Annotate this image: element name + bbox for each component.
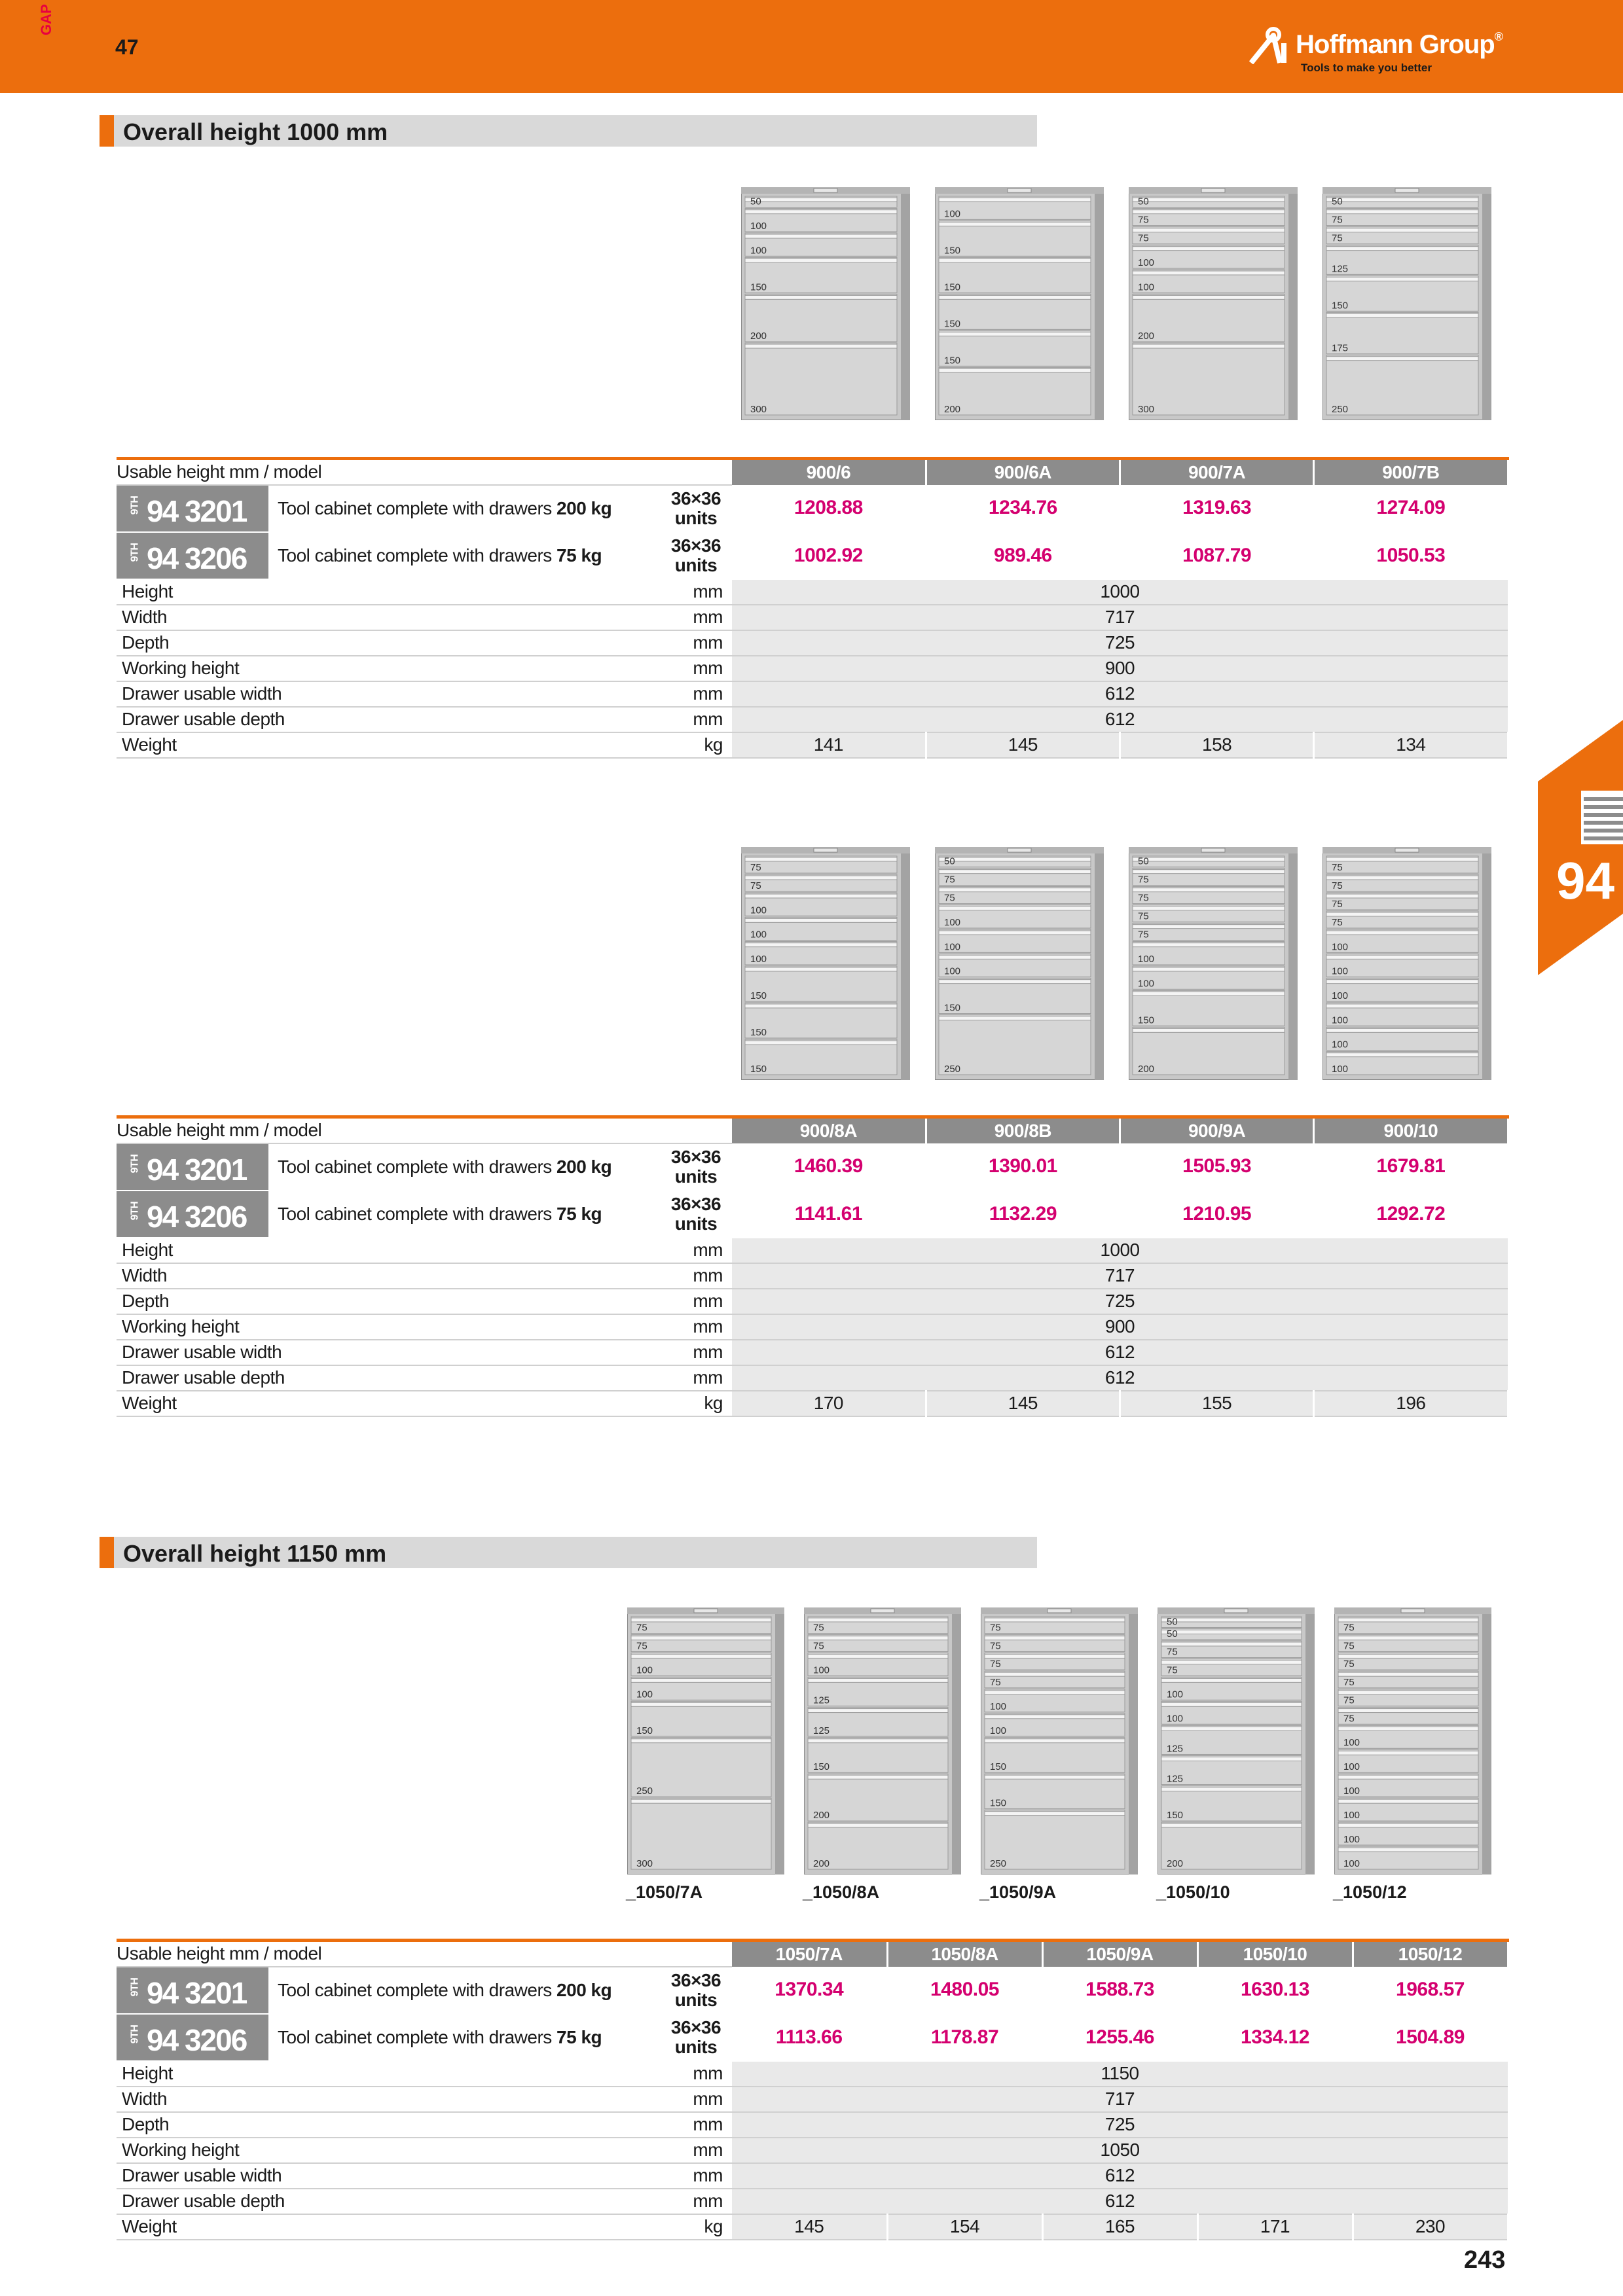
article-number[interactable]: 94 3201 xyxy=(147,1152,247,1187)
drawer-height-label: 75 xyxy=(1343,1640,1355,1652)
drawer-height-label: 125 xyxy=(813,1695,830,1706)
drawer-height-label: 100 xyxy=(1332,1064,1349,1075)
spec-value: 612 xyxy=(732,2189,1508,2214)
spec-label: Drawer usable width xyxy=(117,2163,660,2189)
model-header: 900/10 xyxy=(1314,1117,1508,1143)
spec-value: 1000 xyxy=(732,1238,1508,1263)
article-number[interactable]: 94 3206 xyxy=(147,1199,247,1234)
drawer-height-label: 100 xyxy=(1332,1039,1349,1050)
cabinet-caption: _1050/12 xyxy=(1333,1882,1407,1902)
spec-label: Depth xyxy=(117,2112,660,2138)
weight-value: 145 xyxy=(926,1391,1120,1416)
drawer-height-label: 100 xyxy=(750,221,767,232)
unit-size: 36×36 units xyxy=(660,1143,732,1191)
spec-value: 725 xyxy=(732,2112,1508,2138)
weight-value: 141 xyxy=(732,732,926,758)
price-cell: 1480.05 xyxy=(887,1967,1042,2014)
top-banner xyxy=(0,0,1623,93)
weight-value: 158 xyxy=(1120,732,1314,758)
gap-label: GAP xyxy=(38,4,54,35)
drawer-height-label: 50 xyxy=(944,855,955,867)
article-number-cell xyxy=(117,2014,268,2061)
spec-value: 725 xyxy=(732,1289,1508,1314)
model-header: 1050/12 xyxy=(1353,1941,1508,1967)
model-header: 900/7A xyxy=(1120,459,1314,485)
unit-size: 36×36 units xyxy=(660,1967,732,2014)
drawer-height-label: 125 xyxy=(1167,1773,1184,1785)
drawer-height-label: 100 xyxy=(1343,1810,1360,1821)
unit-size: 36×36 units xyxy=(660,532,732,579)
spec-value: 900 xyxy=(732,656,1508,681)
drawer-height-label: 100 xyxy=(1332,965,1349,977)
spec-unit: mm xyxy=(660,1314,732,1340)
drawer-height-label: 300 xyxy=(750,404,767,415)
drawer-height-label: 100 xyxy=(944,941,961,953)
product-description: Tool cabinet complete with drawers 75 kg xyxy=(268,2014,660,2061)
model-header: 900/6A xyxy=(926,459,1120,485)
article-prefix: 9TH xyxy=(129,1154,141,1173)
drawer-height-label: 75 xyxy=(636,1640,647,1652)
spec-unit: mm xyxy=(660,1238,732,1263)
drawer-height-label: 100 xyxy=(1343,1761,1360,1773)
chapter-number: 94 xyxy=(1556,852,1614,910)
drawer-height-label: 50 xyxy=(1167,1628,1178,1640)
drawer-height-label: 50 xyxy=(1332,196,1343,207)
drawer-height-label: 100 xyxy=(944,917,961,928)
spec-value: 612 xyxy=(732,1340,1508,1365)
spec-unit: mm xyxy=(660,2163,732,2189)
spec-label: Drawer usable depth xyxy=(117,2189,660,2214)
weight-unit: kg xyxy=(660,732,732,758)
drawer-height-label: 300 xyxy=(636,1858,653,1869)
drawer-height-label: 250 xyxy=(636,1785,653,1797)
cabinet-illustration xyxy=(1129,187,1298,420)
drawer-height-label: 125 xyxy=(1167,1743,1184,1755)
weight-value: 145 xyxy=(732,2214,887,2240)
price-cell: 1210.95 xyxy=(1120,1191,1314,1238)
drawer-height-label: 150 xyxy=(636,1725,653,1736)
drawer-height-label: 100 xyxy=(990,1700,1007,1712)
brand-logo[interactable] xyxy=(1247,26,1516,79)
cabinet-illustration xyxy=(1129,847,1298,1080)
spec-unit: mm xyxy=(660,630,732,656)
drawer-height-label: 75 xyxy=(813,1622,824,1634)
section-title: Overall height 1000 mm xyxy=(123,118,388,145)
spec-value: 1000 xyxy=(732,579,1508,605)
drawer-height-label: 75 xyxy=(1138,929,1149,941)
model-header: 1050/7A xyxy=(732,1941,887,1967)
drawer-height-label: 100 xyxy=(944,208,961,220)
drawer-height-label: 100 xyxy=(944,965,961,977)
cabinet-illustration xyxy=(741,187,910,420)
registered-mark: ® xyxy=(1494,30,1503,43)
drawer-height-label: 75 xyxy=(1332,214,1343,226)
drawer-height-label: 75 xyxy=(1167,1664,1178,1676)
spec-unit: mm xyxy=(660,2112,732,2138)
weight-value: 155 xyxy=(1120,1391,1314,1416)
model-header: 1050/9A xyxy=(1042,1941,1197,1967)
drawer-height-label: 100 xyxy=(636,1664,653,1676)
cabinet-caption: _1050/10 xyxy=(1156,1882,1230,1902)
spec-unit: mm xyxy=(660,2061,732,2087)
section-title: Overall height 1150 mm xyxy=(123,1540,387,1567)
spec-unit: mm xyxy=(660,2087,732,2112)
drawer-height-label: 100 xyxy=(750,905,767,916)
drawer-height-label: 100 xyxy=(1138,978,1155,990)
drawer-height-label: 75 xyxy=(750,862,761,873)
weight-value: 196 xyxy=(1314,1391,1508,1416)
spec-label: Drawer usable depth xyxy=(117,1365,660,1391)
unit-size: 36×36 units xyxy=(660,2014,732,2061)
price-cell: 1255.46 xyxy=(1042,2014,1197,2061)
spec-value: 1050 xyxy=(732,2138,1508,2163)
model-header: 900/8B xyxy=(926,1117,1120,1143)
spec-label: Drawer usable depth xyxy=(117,707,660,732)
model-header: 1050/10 xyxy=(1197,1941,1353,1967)
product-description: Tool cabinet complete with drawers 75 kg xyxy=(268,532,660,579)
spec-label: Height xyxy=(117,579,660,605)
unit-size: 36×36 units xyxy=(660,485,732,532)
drawer-height-label: 75 xyxy=(990,1622,1001,1634)
drawer-height-label: 150 xyxy=(944,355,961,367)
spec-unit: mm xyxy=(660,579,732,605)
cabinet-caption: _1050/9A xyxy=(979,1882,1057,1902)
spec-table xyxy=(117,457,1509,759)
cabinet-illustration xyxy=(935,847,1104,1080)
price-cell: 1319.63 xyxy=(1120,485,1314,532)
drawer-height-label: 150 xyxy=(1138,1014,1155,1026)
drawer-height-label: 75 xyxy=(944,892,955,904)
spec-table xyxy=(117,1939,1509,2240)
drawer-height-label: 250 xyxy=(1332,404,1349,415)
drawer-height-label: 50 xyxy=(1167,1616,1178,1628)
spec-label: Working height xyxy=(117,1314,660,1340)
article-prefix: 9TH xyxy=(129,495,141,514)
section-accent xyxy=(100,115,114,147)
drawer-height-label: 75 xyxy=(1138,232,1149,244)
spec-label: Width xyxy=(117,2087,660,2112)
drawer-height-label: 150 xyxy=(750,1064,767,1075)
drawer-height-label: 100 xyxy=(1343,1737,1360,1749)
model-header: 900/9A xyxy=(1120,1117,1314,1143)
drawer-height-label: 150 xyxy=(750,1027,767,1038)
drawer-height-label: 75 xyxy=(1343,1676,1355,1688)
article-prefix: 9TH xyxy=(129,543,141,562)
drawer-height-label: 150 xyxy=(750,281,767,293)
drawer-height-label: 100 xyxy=(750,954,767,965)
drawer-height-label: 200 xyxy=(944,404,961,415)
article-number[interactable]: 94 3206 xyxy=(147,541,247,575)
article-number-cell xyxy=(117,532,268,579)
weight-value: 170 xyxy=(732,1391,926,1416)
drawer-height-label: 150 xyxy=(990,1761,1007,1773)
cabinet-caption: _1050/8A xyxy=(803,1882,880,1902)
product-description: Tool cabinet complete with drawers 200 kg xyxy=(268,1967,660,2014)
spec-label: Depth xyxy=(117,1289,660,1314)
article-number-cell xyxy=(117,1967,268,2014)
weight-label: Weight xyxy=(117,732,660,758)
hoffmann-logo-icon xyxy=(1247,26,1300,64)
cabinet-illustration xyxy=(1322,847,1491,1080)
article-number-cell xyxy=(117,1143,268,1191)
drawer-height-label: 75 xyxy=(1343,1622,1355,1634)
drawer-height-label: 75 xyxy=(636,1622,647,1634)
spec-value: 725 xyxy=(732,630,1508,656)
spec-unit: mm xyxy=(660,605,732,630)
price-cell: 1178.87 xyxy=(887,2014,1042,2061)
spec-unit: mm xyxy=(660,2189,732,2214)
table-header-label: Usable height mm / model xyxy=(117,459,732,485)
spec-value: 612 xyxy=(732,681,1508,707)
model-header: 900/8A xyxy=(732,1117,926,1143)
weight-value: 165 xyxy=(1042,2214,1197,2240)
weight-value: 145 xyxy=(926,732,1120,758)
spec-table xyxy=(117,1115,1509,1417)
spec-label: Drawer usable width xyxy=(117,681,660,707)
price-cell: 1505.93 xyxy=(1120,1143,1314,1191)
price-cell: 1460.39 xyxy=(732,1143,926,1191)
model-header: 900/7B xyxy=(1314,459,1508,485)
drawer-height-label: 75 xyxy=(990,1640,1001,1652)
price-cell: 1234.76 xyxy=(926,485,1120,532)
drawer-height-label: 150 xyxy=(990,1797,1007,1809)
drawer-height-label: 50 xyxy=(1138,196,1149,207)
article-prefix: 9TH xyxy=(129,2024,141,2043)
spec-label: Drawer usable width xyxy=(117,1340,660,1365)
drawer-height-label: 75 xyxy=(1138,874,1149,886)
drawer-height-label: 75 xyxy=(1332,862,1343,873)
table-header-label: Usable height mm / model xyxy=(117,1117,732,1143)
drawer-height-label: 100 xyxy=(1332,941,1349,953)
drawer-cabinet-icon xyxy=(1578,788,1623,847)
drawer-height-label: 100 xyxy=(1343,1785,1360,1797)
price-cell: 1390.01 xyxy=(926,1143,1120,1191)
spec-label: Depth xyxy=(117,630,660,656)
spec-label: Width xyxy=(117,1263,660,1289)
drawer-height-label: 200 xyxy=(750,331,767,342)
price-cell: 1588.73 xyxy=(1042,1967,1197,2014)
unit-size: 36×36 units xyxy=(660,1191,732,1238)
weight-value: 171 xyxy=(1197,2214,1353,2240)
price-cell: 1274.09 xyxy=(1314,485,1508,532)
cabinet-illustration xyxy=(627,1607,784,1874)
drawer-height-label: 100 xyxy=(813,1664,830,1676)
cabinet-illustration xyxy=(1322,187,1491,420)
product-description: Tool cabinet complete with drawers 75 kg xyxy=(268,1191,660,1238)
price-cell: 1504.89 xyxy=(1353,2014,1508,2061)
drawer-height-label: 100 xyxy=(990,1725,1007,1736)
price-cell: 1002.92 xyxy=(732,532,926,579)
drawer-height-label: 75 xyxy=(1343,1713,1355,1725)
drawer-height-label: 75 xyxy=(1332,880,1343,891)
spec-unit: mm xyxy=(660,1340,732,1365)
article-prefix: 9TH xyxy=(129,1201,141,1220)
price-cell: 1050.53 xyxy=(1314,532,1508,579)
product-description: Tool cabinet complete with drawers 200 kg xyxy=(268,485,660,532)
drawer-height-label: 150 xyxy=(944,281,961,293)
drawer-height-label: 75 xyxy=(1167,1646,1178,1658)
table-header-label: Usable height mm / model xyxy=(117,1941,732,1967)
spec-value: 612 xyxy=(732,1365,1508,1391)
drawer-height-label: 100 xyxy=(1167,1713,1184,1725)
brand-tagline: Tools to make you better xyxy=(1301,62,1432,74)
weight-value: 230 xyxy=(1353,2214,1508,2240)
drawer-height-label: 100 xyxy=(636,1689,653,1700)
drawer-height-label: 100 xyxy=(1167,1689,1184,1700)
drawer-height-label: 75 xyxy=(750,880,761,891)
drawer-height-label: 100 xyxy=(1343,1858,1360,1869)
price-cell: 1087.79 xyxy=(1120,532,1314,579)
spec-unit: mm xyxy=(660,2138,732,2163)
spec-value: 612 xyxy=(732,2163,1508,2189)
drawer-height-label: 250 xyxy=(990,1858,1007,1869)
drawer-height-label: 75 xyxy=(1332,232,1343,244)
page-code: 47 xyxy=(115,35,139,59)
cabinet-illustration xyxy=(1334,1607,1491,1874)
spec-label: Working height xyxy=(117,656,660,681)
spec-value: 717 xyxy=(732,1263,1508,1289)
drawer-height-label: 75 xyxy=(1332,917,1343,928)
article-number[interactable]: 94 3201 xyxy=(147,1975,247,2010)
drawer-height-label: 200 xyxy=(1138,1064,1155,1075)
drawer-height-label: 50 xyxy=(1138,855,1149,867)
price-cell: 1208.88 xyxy=(732,485,926,532)
drawer-height-label: 100 xyxy=(1332,1014,1349,1026)
price-cell: 1370.34 xyxy=(732,1967,887,2014)
cabinet-illustration xyxy=(804,1607,961,1874)
weight-label: Weight xyxy=(117,2214,660,2240)
weight-value: 154 xyxy=(887,2214,1042,2240)
price-cell: 1968.57 xyxy=(1353,1967,1508,2014)
price-cell: 1141.61 xyxy=(732,1191,926,1238)
price-cell: 1630.13 xyxy=(1197,1967,1353,2014)
drawer-height-label: 100 xyxy=(1138,281,1155,293)
spec-label: Height xyxy=(117,2061,660,2087)
drawer-height-label: 200 xyxy=(1167,1858,1184,1869)
drawer-height-label: 150 xyxy=(1332,300,1349,312)
price-cell: 1679.81 xyxy=(1314,1143,1508,1191)
drawer-height-label: 200 xyxy=(813,1810,830,1821)
drawer-height-label: 200 xyxy=(1138,331,1155,342)
drawer-height-label: 250 xyxy=(944,1064,961,1075)
cabinet-caption: _1050/7A xyxy=(626,1882,703,1902)
drawer-height-label: 150 xyxy=(1167,1810,1184,1821)
drawer-height-label: 300 xyxy=(1138,404,1155,415)
spec-label: Width xyxy=(117,605,660,630)
price-cell: 1292.72 xyxy=(1314,1191,1508,1238)
article-prefix: 9TH xyxy=(129,1977,141,1996)
drawer-height-label: 175 xyxy=(1332,342,1349,354)
weight-label: Weight xyxy=(117,1391,660,1416)
drawer-height-label: 100 xyxy=(750,245,767,257)
spec-value: 1150 xyxy=(732,2061,1508,2087)
spec-value: 717 xyxy=(732,2087,1508,2112)
drawer-height-label: 150 xyxy=(944,318,961,330)
model-header: 900/6 xyxy=(732,459,926,485)
spec-label: Working height xyxy=(117,2138,660,2163)
drawer-height-label: 75 xyxy=(813,1640,824,1652)
drawer-height-label: 100 xyxy=(750,929,767,941)
price-cell: 1113.66 xyxy=(732,2014,887,2061)
section-header xyxy=(100,1537,1037,1568)
article-number[interactable]: 94 3201 xyxy=(147,493,247,528)
drawer-height-label: 75 xyxy=(1343,1659,1355,1670)
product-description: Tool cabinet complete with drawers 200 kg xyxy=(268,1143,660,1191)
chapter-tab-shape xyxy=(1538,720,1623,975)
price-cell: 1334.12 xyxy=(1197,2014,1353,2061)
drawer-height-label: 125 xyxy=(1332,263,1349,275)
drawer-height-label: 150 xyxy=(944,1002,961,1014)
spec-value: 717 xyxy=(732,605,1508,630)
drawer-height-label: 75 xyxy=(990,1659,1001,1670)
spec-value: 612 xyxy=(732,707,1508,732)
brand-name: Hoffmann Group xyxy=(1296,30,1495,59)
cabinet-illustration xyxy=(1158,1607,1315,1874)
drawer-height-label: 100 xyxy=(1332,990,1349,1001)
drawer-height-label: 200 xyxy=(813,1858,830,1869)
cabinet-illustration xyxy=(935,187,1104,420)
spec-unit: mm xyxy=(660,681,732,707)
drawer-height-label: 150 xyxy=(813,1761,830,1773)
drawer-height-label: 150 xyxy=(944,245,961,257)
drawer-height-label: 75 xyxy=(1138,910,1149,922)
drawer-height-label: 75 xyxy=(1138,214,1149,226)
drawer-height-label: 75 xyxy=(990,1676,1001,1688)
spec-unit: mm xyxy=(660,1289,732,1314)
page-number: 243 xyxy=(1464,2246,1506,2274)
spec-label: Height xyxy=(117,1238,660,1263)
cabinet-illustration xyxy=(741,847,910,1080)
drawer-height-label: 100 xyxy=(1343,1834,1360,1846)
section-accent xyxy=(100,1537,114,1568)
weight-value: 134 xyxy=(1314,732,1508,758)
model-header: 1050/8A xyxy=(887,1941,1042,1967)
spec-unit: mm xyxy=(660,1365,732,1391)
drawer-height-label: 100 xyxy=(1138,257,1155,268)
spec-unit: mm xyxy=(660,707,732,732)
drawer-height-label: 75 xyxy=(944,874,955,886)
article-number[interactable]: 94 3206 xyxy=(147,2022,247,2057)
drawer-height-label: 50 xyxy=(750,196,761,207)
weight-unit: kg xyxy=(660,1391,732,1416)
drawer-height-label: 75 xyxy=(1332,899,1343,910)
article-number-cell xyxy=(117,485,268,532)
article-number-cell xyxy=(117,1191,268,1238)
drawer-height-label: 150 xyxy=(750,990,767,1001)
drawer-height-label: 100 xyxy=(1138,954,1155,965)
drawer-height-label: 75 xyxy=(1138,892,1149,904)
spec-unit: mm xyxy=(660,656,732,681)
weight-unit: kg xyxy=(660,2214,732,2240)
section-header xyxy=(100,115,1037,147)
spec-unit: mm xyxy=(660,1263,732,1289)
drawer-height-label: 125 xyxy=(813,1725,830,1736)
price-cell: 1132.29 xyxy=(926,1191,1120,1238)
chapter-tab[interactable] xyxy=(1538,720,1623,975)
drawer-height-label: 75 xyxy=(1343,1695,1355,1706)
spec-value: 900 xyxy=(732,1314,1508,1340)
cabinet-illustration xyxy=(981,1607,1138,1874)
price-cell: 989.46 xyxy=(926,532,1120,579)
